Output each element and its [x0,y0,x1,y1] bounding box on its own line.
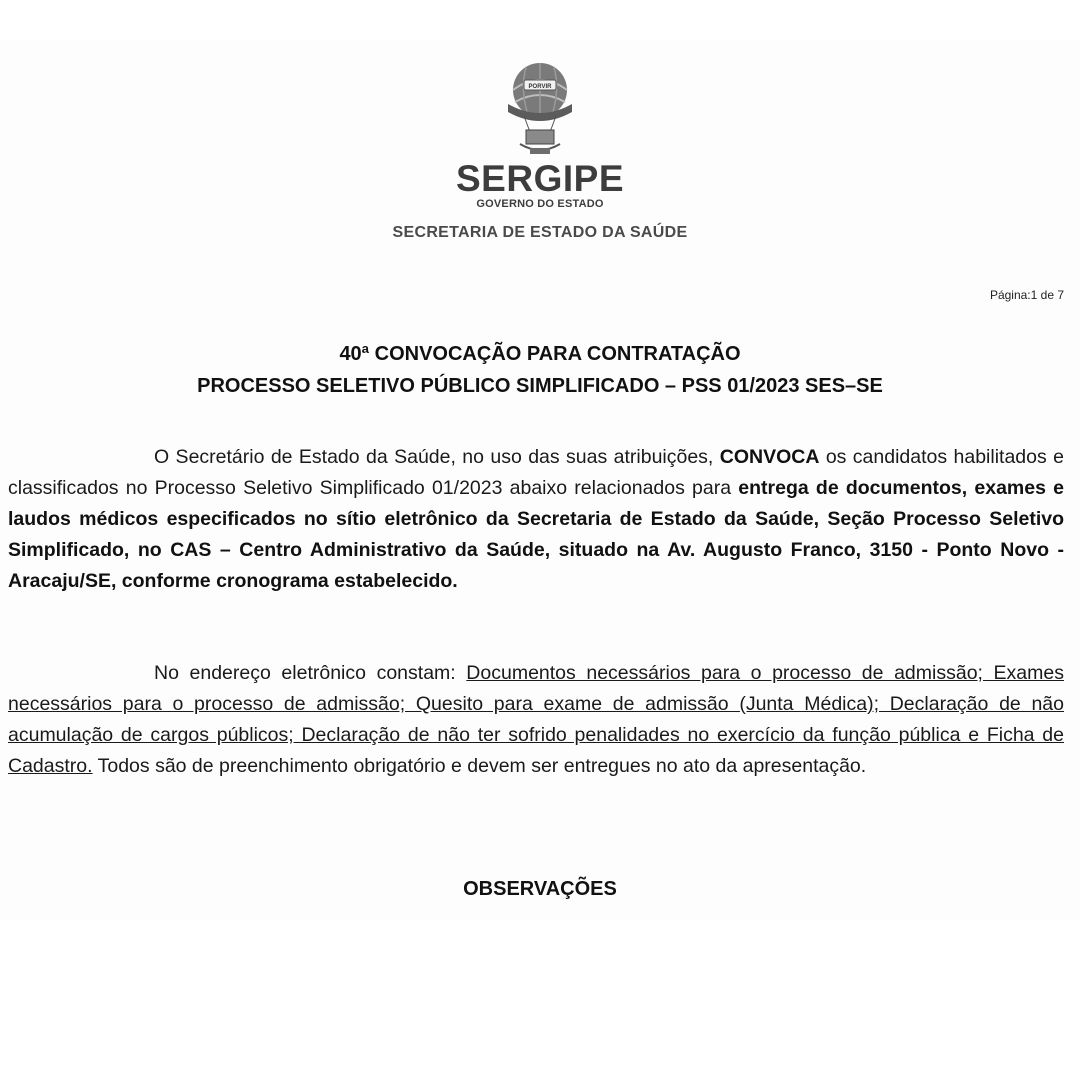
paragraph1-bold-convoca: CONVOCA [719,446,820,468]
department-name: SECRETARIA DE ESTADO DA SAÚDE [392,224,688,241]
logo-subtitle: GOVERNO DO ESTADO [476,198,604,210]
paragraph2-text-a: No endereço eletrônico constam: [154,662,467,684]
document-title [0,338,1080,402]
paragraph1-text-a: O Secretário de Estado da Saúde, no uso das suas atribuições, [154,446,720,468]
convocation-paragraph [8,442,1064,597]
paragraph1-text-b: os candidatos habilitados e classificados no Processo Seletivo Simplificado 01/2023 abaixo relacionados para [8,446,1064,499]
sergipe-government-logo [440,60,640,240]
paragraph1-bold-details: entrega de documentos, exames e laudos médicos especificados no sítio eletrônico da Secretaria de Estado da Saúde, Seção Processo Seletivo Simplificado, no CAS – Centro Administrativo da Saúde, situado na Av. Augusto Franco, 3150 - Ponto Novo - Aracaju/SE, conforme cronograma estabelecido. [8,477,1064,592]
svg-text:PORVIR: PORVIR [528,84,552,90]
observations-heading: OBSERVAÇÕES [463,878,617,900]
logo-wordmark: SERGIPE [456,158,624,199]
balloon-emblem-icon [500,60,580,160]
page-number: Página:1 de 7 [989,288,1064,302]
paragraph2-text-b: Todos são de preenchimento obrigatório e devem ser entregues no ato da apresentação. [92,755,867,777]
required-documents-list: Documentos necessários para o processo de admissão; Exames necessários para o processo de admissão; Quesito para exame de admissão (Junta Médica); Declaração de não acumulação de cargos públicos; Declaração de não ter sofrido penalidades no exercício da função pública e Ficha de Cadastro. [8,662,1064,777]
title-line-2: PROCESSO SELETIVO PÚBLICO SIMPLIFICADO – PSS 01/2023 SES–SE [197,375,883,397]
title-line-1: 40ª CONVOCAÇÃO PARA CONTRATAÇÃO [339,343,741,365]
documents-paragraph [8,658,1064,782]
